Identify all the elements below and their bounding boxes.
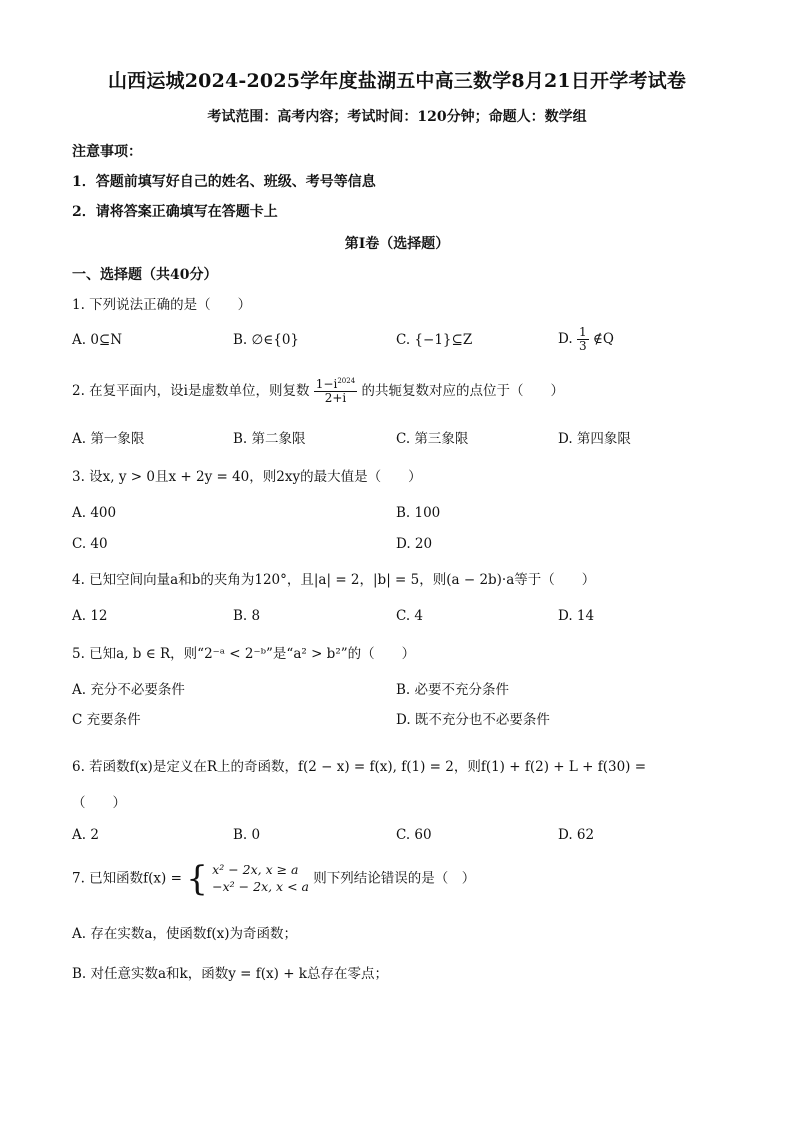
- option-a: A. 2: [72, 827, 99, 843]
- exam-subtitle: 考试范围：高考内容；考试时间：120分钟；命题人：数学组: [207, 109, 587, 125]
- notice-item: 2．请将答案正确填写在答题卡上: [72, 204, 278, 220]
- option-a: A. 0⊆N: [72, 332, 123, 348]
- question-stem-post: 则下列结论错误的是（ ）: [313, 870, 476, 887]
- option-c: C. {−1}⊆Z: [396, 332, 473, 348]
- section-title: 一、选择题（共40分）: [72, 267, 218, 283]
- left-brace: {: [186, 859, 208, 899]
- option-a: A. 充分不必要条件: [72, 682, 185, 698]
- option-c: C 充要条件: [72, 712, 141, 728]
- option-d-tail: ∉Q: [592, 331, 614, 348]
- option-d: D. 62: [558, 827, 595, 843]
- fraction-numerator: 1: [578, 325, 587, 339]
- option-c: C. 第三象限: [396, 431, 469, 447]
- question-stem-post: 的共轭复数对应的点位于（ ）: [361, 383, 564, 400]
- fraction-base: 1−i: [315, 377, 338, 391]
- question-stem-continued: （ ）: [72, 795, 126, 811]
- question-stem: [72, 378, 564, 405]
- option-d: D. 14: [558, 608, 595, 624]
- option-b: B. 第二象限: [233, 431, 306, 447]
- fraction: [314, 378, 357, 405]
- question-stem: 5. 已知a, b ∈ R，则“2⁻ᵃ < 2⁻ᵇ”是“a² > b²”的（ ）: [72, 646, 416, 662]
- option-b: B. 8: [233, 608, 261, 624]
- question-stem-pre: 7. 已知函数f(x) =: [72, 870, 182, 887]
- question-stem-pre: 2. 在复平面内，设i是虚数单位，则复数: [72, 383, 310, 400]
- part-title: 第I卷（选择题）: [344, 236, 450, 252]
- fraction: [577, 326, 589, 353]
- option-c: C. 4: [396, 608, 424, 624]
- question-stem: 1. 下列说法正确的是（ ）: [72, 297, 252, 313]
- notice-heading: 注意事项：: [72, 144, 142, 160]
- option-b: B. 对任意实数a和k，函数y = f(x) + k总存在零点；: [72, 966, 388, 982]
- fraction-exponent: 2024: [337, 377, 356, 385]
- option-c: C. 40: [72, 536, 108, 552]
- option-b: B. ∅∈{0}: [233, 332, 300, 348]
- piecewise-case: x² − 2x, x ≥ a: [212, 862, 299, 878]
- option-b: B. 0: [233, 827, 261, 843]
- option-b: B. 必要不充分条件: [396, 682, 510, 698]
- piecewise-case: −x² − 2x, x < a: [212, 879, 309, 894]
- option-b: B. 100: [396, 505, 441, 521]
- option-d: D. 20: [396, 536, 433, 552]
- option-d: D. 既不充分也不必要条件: [396, 712, 550, 728]
- option-d: D. 第四象限: [558, 431, 631, 447]
- option-a: A. 存在实数a，使函数f(x)为奇函数；: [72, 926, 298, 942]
- notice-item: 1．答题前填写好自己的姓名、班级、考号等信息: [72, 174, 376, 190]
- option-a: A. 400: [72, 505, 117, 521]
- question-stem: [72, 859, 476, 899]
- fraction-denominator: 2+i: [324, 391, 347, 406]
- option-a: A. 第一象限: [72, 431, 145, 447]
- question-stem: 6. 若函数f(x)是定义在R上的奇函数，f(2 − x) = f(x), f(1) = 2，则f(1) + f(2) + L + f(30) =: [72, 759, 647, 775]
- question-stem: 3. 设x, y > 0且x + 2y = 40，则2xy的最大值是（ ）: [72, 469, 422, 485]
- piecewise-function: [186, 859, 309, 899]
- fraction-numerator: [314, 378, 357, 392]
- fraction-denominator: 3: [578, 339, 587, 354]
- question-stem: 4. 已知空间向量a和b的夹角为120°，且|a| = 2，|b| = 5，则(a − 2b)·a等于（ ）: [72, 572, 596, 588]
- piecewise-cases: [212, 862, 309, 896]
- option-d-label: D.: [558, 331, 577, 348]
- option-a: A. 12: [72, 608, 108, 624]
- option-c: C. 60: [396, 827, 432, 843]
- exam-title: 山西运城2024-2025学年度盐湖五中高三数学8月21日开学考试卷: [107, 70, 687, 92]
- option-d: [558, 326, 614, 353]
